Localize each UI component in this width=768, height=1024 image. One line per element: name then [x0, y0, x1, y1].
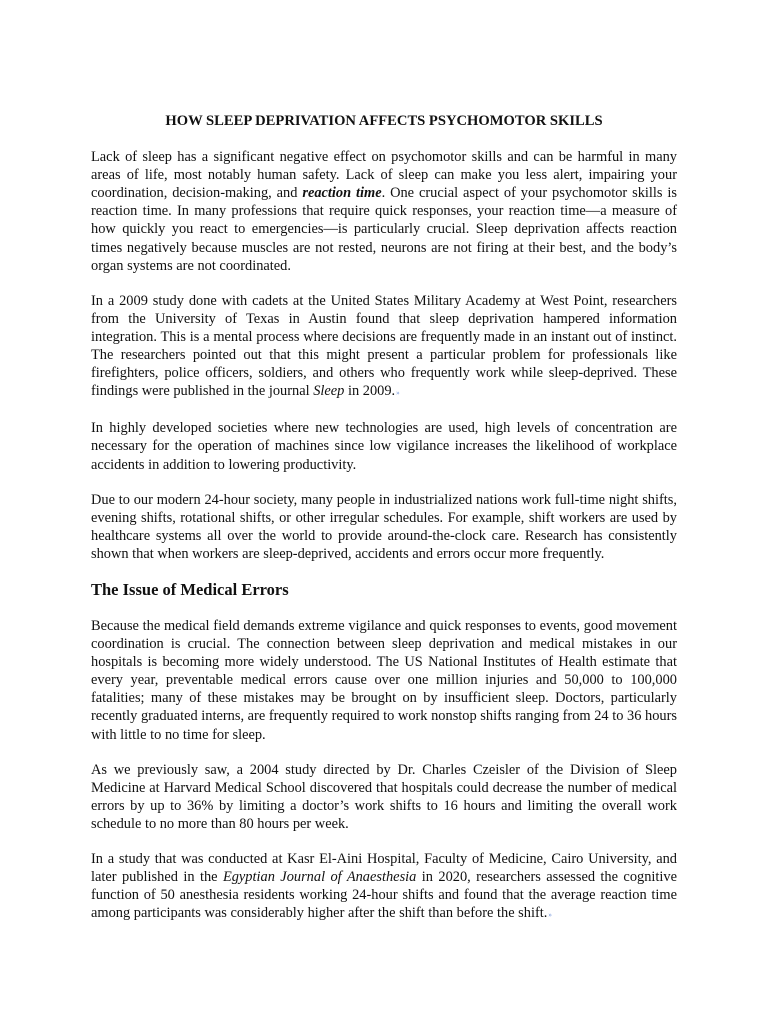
paragraph-7-text-b: in 2020, researchers assessed the cognitive function of 50 anesthesia residents working 24-hour shifts and found that the average reaction time among participants was considerably higher after the shift than before the shift.: [91, 869, 677, 922]
paragraph-5: Because the medical field demands extreme vigilance and quick responses to events, good movement coordination is crucial. The connection between sleep deprivation and medical mistakes in our hospitals is becoming more widely understood. The US National Institutes of Health estimate that every year, preventable medical errors cause over one million injuries and 50,000 to 100,000 fatalities; many of these mistakes may be brought on by insufficient sleep. Doctors, particularly recently graduated interns, are frequently required to work nonstop shifts ranging from 24 to 36 hours with little to no time for sleep.: [91, 617, 677, 743]
document-page: [91, 112, 677, 941]
paragraph-2-text-b: in 2009.: [344, 383, 396, 400]
reference-link-icon[interactable]: »: [548, 911, 552, 920]
paragraph-2-journal: Sleep: [313, 383, 345, 400]
paragraph-2-text-a: In a 2009 study done with cadets at the United States Military Academy at West Point, researchers from the University of Texas in Austin found that sleep deprivation hampered information integration. This is a mental process where decisions are frequently made in an instant out of instinct. The researchers pointed out that this might present a particular problem for professionals like firefighters, police officers, soldiers, and others who frequently work while sleep-deprived. These findings were published in the journal: [91, 292, 677, 400]
section-heading: The Issue of Medical Errors: [91, 579, 289, 599]
document-title: HOW SLEEP DEPRIVATION AFFECTS PSYCHOMOTOR SKILLS: [165, 113, 603, 129]
paragraph-3: In highly developed societies where new technologies are used, high levels of concentration are necessary for the operation of machines since low vigilance increases the likelihood of workplace accidents in addition to lowering productivity.: [91, 420, 677, 473]
paragraph-7: [91, 850, 677, 924]
paragraph-1: [91, 148, 677, 275]
paragraph-7-text-a: In a study that was conducted at Kasr El-Aini Hospital, Faculty of Medicine, Cairo University, and later published in the: [91, 851, 677, 886]
paragraph-2: [91, 292, 677, 403]
paragraph-1-text-a: Lack of sleep has a significant negative effect on psychomotor skills and can be harmful in many areas of life, most notably human safety. Lack of sleep can make you less alert, impairing your coordination, decision-making, and: [91, 149, 677, 202]
paragraph-7-journal: Egyptian Journal of Anaesthesia: [222, 869, 417, 886]
paragraph-6: As we previously saw, a 2004 study directed by Dr. Charles Czeisler of the Division of Sleep Medicine at Harvard Medical School discovered that hospitals could decrease the number of medical errors by up to 36% by limiting a doctor’s work shifts to 16 hours and limiting the overall work schedule to no more than 80 hours per week.: [91, 761, 677, 832]
paragraph-1-text-b: . One crucial aspect of your psychomotor skills is reaction time. In many professions that require quick responses, your reaction time—a measure of how quickly you react to emergencies—is particularly crucial. Sleep deprivation affects reaction times negatively because muscles are not rested, neurons are not firing at their best, and the body’s organ systems are not coordinated.: [91, 185, 677, 274]
paragraph-4: Due to our modern 24-hour society, many people in industrialized nations work full-time night shifts, evening shifts, rotational shifts, or other irregular schedules. For example, shift workers are used by healthcare systems all over the world to provide around-the-clock care. Research has consistently shown that when workers are sleep-deprived, accidents and errors occur more frequently.: [91, 491, 677, 562]
reference-link-icon[interactable]: »: [396, 389, 400, 398]
paragraph-1-emphasis: reaction time: [302, 185, 382, 202]
